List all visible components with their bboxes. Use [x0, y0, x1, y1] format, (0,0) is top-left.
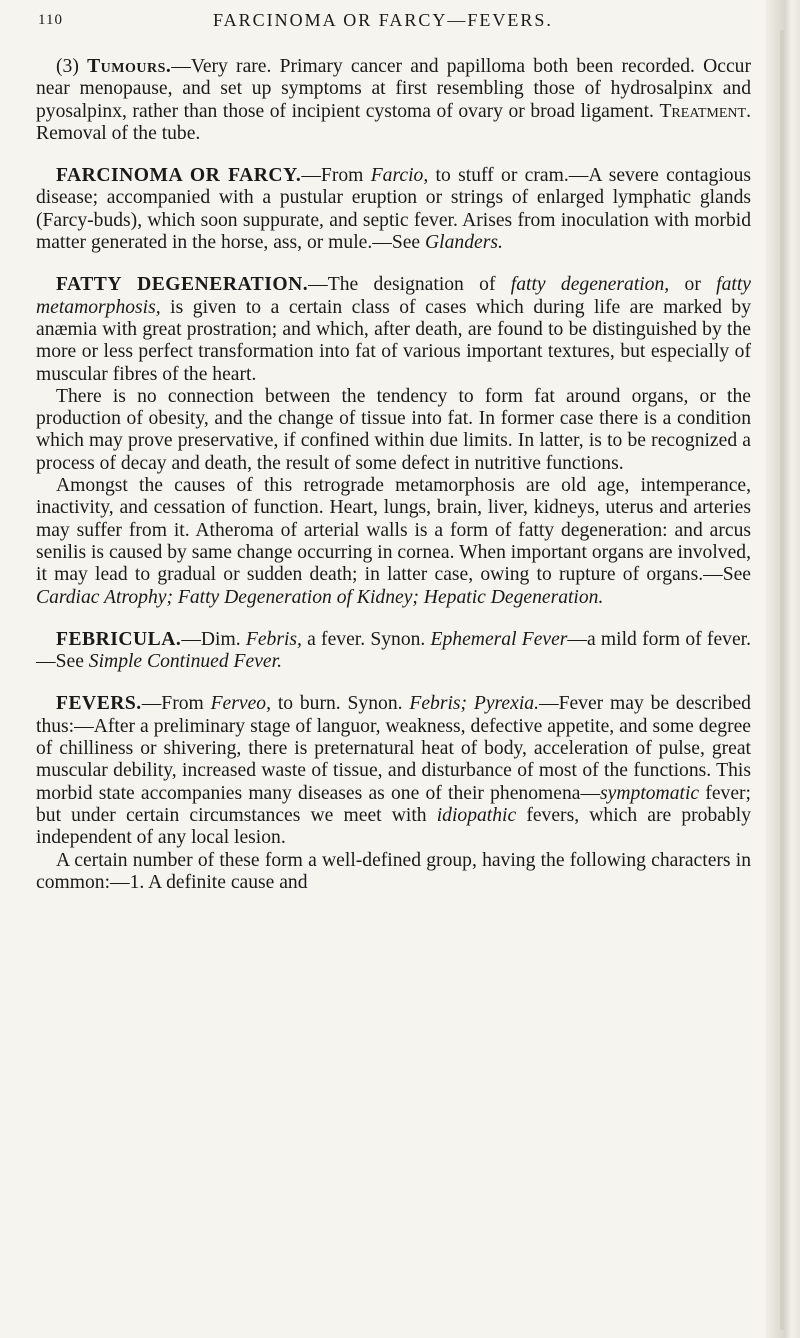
entry-headword: FEVERS. — [56, 693, 142, 715]
text-run: Treatment. — [659, 100, 751, 122]
paragraph-farcinoma — [36, 165, 751, 254]
paragraph-fevers — [36, 693, 751, 849]
text-run: —Fever may be described thus:—After a preliminary stage of languor, weakness, defective appetite, and some degree of chilliness or shivering, there is preternatural heat of body, acceleration of pulse, great muscular debility, increased waste of tissue, and disturbance of most of the functions. This morbid state accompanies many diseases as one of their phenomena— — [36, 693, 751, 804]
text-run: fatty metamorphosis, — [36, 274, 751, 318]
entry-headword: FEBRICULA. — [56, 628, 182, 650]
text-run: to stuff or cram.—A severe contagious disease; accompanied with a pustular eruption or strings of enlarged lymphatic glands (Farcy-buds), which soon suppurate, and septic fever. Arises from inoculation with morbid matter generated in the horse, ass, or mule.—See — [36, 165, 751, 254]
text-run: Ferveo, — [210, 693, 271, 715]
paragraph-fatty — [36, 274, 751, 385]
text-run: Febris; Pyrexia. — [409, 693, 539, 715]
text-run: (3) — [56, 56, 88, 77]
page-gutter — [766, 0, 800, 1338]
text-run: Glanders. — [425, 232, 503, 254]
entry-headword: Tumours. — [87, 56, 172, 77]
text-run: fevers, which are probably independent of any local lesion. — [36, 804, 751, 849]
text-run: is given to a certain class of cases which during life are marked by anæmia with great prostration; and which, after death, are found to be distinguished by the more or less perfect transformation into fat of various important textures, but especially of muscular fibres of the heart. — [36, 296, 751, 385]
paragraph-febricula — [36, 629, 751, 674]
page-number: 110 — [38, 12, 63, 28]
running-title: FARCINOMA OR FARCY—FEVERS. — [213, 10, 553, 30]
text-run: —Very rare. Primary cancer and papilloma both been recorded. Occur near menopause, and set up symptoms at first resembling those of hydrosalpinx and pyosalpinx, rather than those of incipient cystoma of ovary or broad ligament. — [36, 56, 752, 122]
text-run: a fever. Synon. — [301, 628, 431, 650]
text-run: —The designation of — [308, 274, 511, 296]
text-run: Removal of the tube. — [36, 122, 201, 144]
text-run: fever; but under certain circumstances we meet with — [36, 782, 751, 826]
paragraph-fevers-2 — [36, 850, 751, 895]
paragraph-fatty-2 — [36, 386, 751, 475]
text-run: Ephemeral Fever — [430, 628, 568, 650]
text-run: Simple Continued Fever. — [88, 651, 282, 673]
paragraph-fatty-3 — [36, 475, 751, 609]
text-run: —Dim. — [181, 628, 246, 650]
text-run: Amongst the causes of this retrograde metamorphosis are old age, intemperance, inactivity, and cessation of function. Heart, lungs, brain, liver, kidneys, uterus and arteries may suffer from it. Atheroma of arterial walls is a form of fatty degeneration: and arcus senilis is caused by same change occurring in cornea. When important organs are involved, it may lead to gradual or sudden death; in latter case, owing to rupture of organs.—See — [36, 475, 751, 586]
text-run: fatty degeneration, — [510, 274, 670, 296]
text-run: A certain number of these form a well-defined group, having the following characters in common:—1. A definite cause and — [36, 849, 751, 893]
text-run: to burn. Synon. — [270, 693, 410, 715]
text-run: Febris, — [245, 628, 302, 650]
text-run: symptomatic — [600, 782, 700, 804]
text-run: or — [669, 274, 717, 296]
text-run: There is no connection between the tendency to form fat around organs, or the production of obesity, and the change of tissue into fat. In former case there is a condition which may prove preservative, if confined within due limits. In latter, is to be recognized a process of decay and death, the result of some defect in nutritive functions. — [36, 385, 751, 474]
entry-headword: FARCINOMA OR FARCY. — [56, 165, 302, 187]
text-run: —a mild form of fever.—See — [36, 628, 751, 673]
entry-headword: FATTY DEGENERATION. — [56, 274, 309, 296]
text-run: Cardiac Atrophy; Fatty Degeneration of Kidney; Hepatic Degeneration. — [36, 586, 604, 608]
text-run: —From — [141, 693, 211, 715]
text-run: Farcio, — [370, 165, 429, 187]
paragraph-tumours — [36, 56, 751, 145]
text-run: —From — [301, 165, 371, 187]
text-run: idiopathic — [436, 804, 517, 826]
page-body — [36, 56, 751, 894]
running-header — [38, 8, 740, 38]
